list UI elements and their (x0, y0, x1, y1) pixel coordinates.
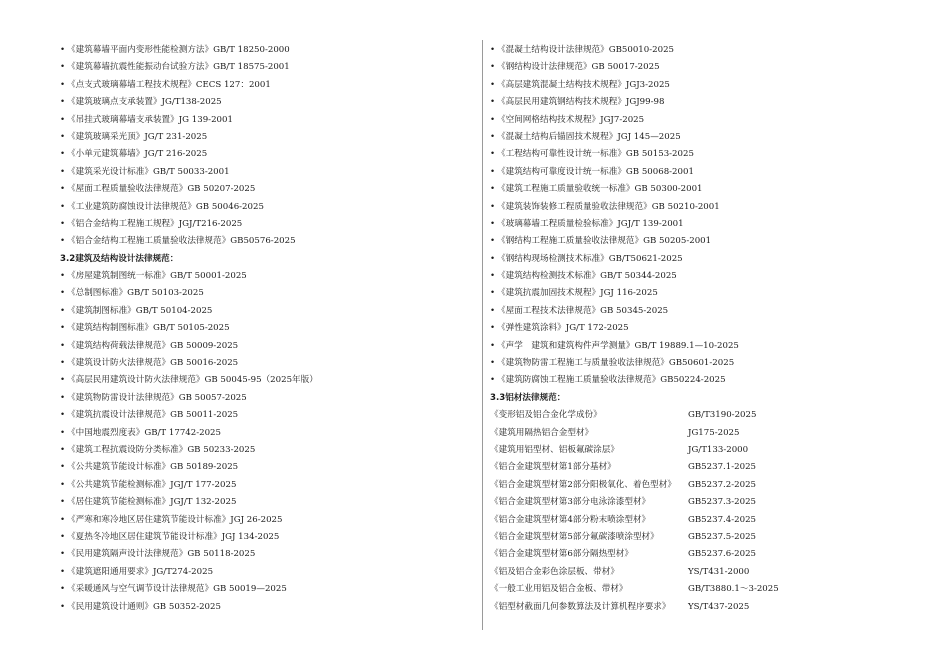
list-item (60, 216, 470, 233)
bullet-icon: • (60, 392, 66, 403)
standard-text: 《建筑物防雷设计法律规范》GB 50057-2025 (67, 392, 247, 403)
standard-text: 《吊挂式玻璃幕墙支承装置》JG 139-2001 (67, 114, 233, 125)
standard-text: 《屋面工程技术法律规范》GB 50345-2025 (497, 305, 669, 316)
bullet-icon: • (60, 566, 66, 577)
list-item (60, 459, 470, 476)
standard-text: 《建筑工程施工质量验收统一标准》GB 50300-2001 (497, 184, 703, 195)
list-item (490, 251, 910, 268)
list-item (60, 59, 470, 76)
list-item (490, 546, 910, 563)
standard-text: 《空间网格结构技术规程》JGJ7-2025 (497, 114, 645, 125)
standard-text: 《居住建筑节能检测标准》JGJ/T 132-2025 (67, 497, 237, 508)
bullet-icon: • (490, 79, 496, 90)
list-item (490, 129, 910, 146)
bullet-icon: • (60, 584, 66, 595)
list-item (490, 233, 910, 250)
section-heading-3-3: 3.3铝材法律规范： (490, 392, 566, 403)
standard-text: 《采暖通风与空气调节设计法律规范》GB 50019—2025 (67, 584, 287, 595)
standard-code: GB/T3880.1～3-2025 (688, 584, 779, 595)
bullet-icon: • (60, 479, 66, 490)
list-item (490, 320, 910, 337)
standard-text: 《建筑结构检测技术标准》GB/T 50344-2025 (497, 271, 677, 282)
standard-text: 《混凝土结构后锚固技术规程》JGJ 145—2025 (497, 131, 681, 142)
list-item (60, 355, 470, 372)
standard-text: 《玻璃幕墙工程质量检验标准》JGJ/T 139-2001 (497, 218, 684, 229)
bullet-icon: • (490, 305, 496, 316)
standard-text: 《房屋建筑制图统一标准》GB/T 50001-2025 (67, 271, 247, 282)
bullet-icon: • (60, 305, 66, 316)
list-item (490, 425, 910, 442)
standard-code: JG175-2025 (688, 427, 740, 438)
standard-name: 《铝型材截面几何参数算法及计算机程序要求》 (490, 601, 671, 612)
list-item (60, 599, 470, 616)
standard-text: 《高层民用建筑设计防火法律规范》GB 50045-95（2025年版） (67, 375, 318, 386)
bullet-icon: • (490, 114, 496, 125)
standard-name: 《铝合金建筑型材第1部分基材》 (490, 462, 616, 473)
list-item (490, 372, 910, 389)
standard-code: GB5237.6-2025 (688, 549, 757, 560)
bullet-icon: • (60, 340, 66, 351)
list-item (490, 442, 910, 459)
list-item (60, 442, 470, 459)
list-item (490, 355, 910, 372)
standard-text: 《建筑装饰装修工程质量验收法律规范》GB 50210-2001 (497, 201, 720, 212)
standard-text: 《建筑玻璃点支承装置》JG/T138-2025 (67, 97, 222, 108)
standard-text: 《中国地震烈度表》GB/T 17742-2025 (67, 427, 221, 438)
standard-text: 《建筑结构制图标准》GB/T 50105-2025 (67, 323, 230, 334)
list-item (60, 477, 470, 494)
list-item (60, 199, 470, 216)
standard-text: 《民用建筑隔声设计法律规范》GB 50118-2025 (67, 549, 256, 560)
bullet-icon: • (490, 253, 496, 264)
standard-code: GB5237.1-2025 (688, 462, 757, 473)
standard-text: 《铝合金结构工程施工规程》JGJ/T216-2025 (67, 218, 243, 229)
list-item (490, 477, 910, 494)
bullet-icon: • (490, 358, 496, 369)
bullet-icon: • (60, 531, 66, 542)
list-item (490, 303, 910, 320)
standard-code: YS/T437-2025 (688, 601, 750, 612)
standard-text: 《建筑抗震加固技术规程》JGJ 116-2025 (497, 288, 658, 299)
bullet-icon: • (490, 62, 496, 73)
bullet-icon: • (60, 218, 66, 229)
bullet-icon: • (490, 131, 496, 142)
bullet-icon: • (490, 149, 496, 160)
bullet-icon: • (60, 549, 66, 560)
standard-text: 《总制图标准》GB/T 50103-2025 (67, 288, 204, 299)
list-item (60, 268, 470, 285)
standard-code: GB5237.5-2025 (688, 531, 757, 542)
bullet-icon: • (60, 131, 66, 142)
standard-text: 《高层建筑混凝土结构技术规程》JGJ3-2025 (497, 79, 670, 90)
standard-text: 《工业建筑防腐蚀设计法律规范》GB 50046-2025 (67, 201, 264, 212)
standard-text: 《建筑幕墙平面内变形性能检测方法》GB/T 18250-2000 (67, 45, 290, 55)
right-standards-list (490, 42, 910, 390)
list-item (490, 216, 910, 233)
standard-name: 《铝合金建筑型材第6部分隔热型材》 (490, 549, 633, 560)
bullet-icon: • (60, 97, 66, 108)
standard-name: 《铝合金建筑型材第4部分粉末喷涂型材》 (490, 514, 651, 525)
list-item (490, 181, 910, 198)
list-item (60, 164, 470, 181)
bullet-icon: • (60, 358, 66, 369)
standard-text: 《小单元建筑幕墙》JG/T 216-2025 (67, 149, 208, 160)
standard-name: 《变形铝及铝合金化学成份》 (490, 410, 602, 421)
standard-name: 《铝合金建筑型材第5部分氟碳漆喷涂型材》 (490, 531, 659, 542)
standard-text: 《钢结构现场检测技术标准》GB/T50621-2025 (497, 253, 683, 264)
bullet-icon: • (60, 375, 66, 386)
bullet-icon: • (60, 497, 66, 508)
list-item (60, 77, 470, 94)
bullet-icon: • (60, 462, 66, 473)
list-item (490, 77, 910, 94)
list-item (60, 494, 470, 511)
list-item (490, 338, 910, 355)
standard-text: 《严寒和寒冷地区居住建筑节能设计标准》JGJ 26-2025 (67, 514, 283, 525)
standard-text: 《屋面工程质量验收法律规范》GB 50207-2025 (67, 184, 256, 195)
standard-code: GB5237.3-2025 (688, 497, 757, 508)
bullet-icon: • (60, 444, 66, 455)
bullet-icon: • (60, 149, 66, 160)
bullet-icon: • (60, 427, 66, 438)
bullet-icon: • (60, 62, 66, 73)
standard-text: 《钢结构工程施工质量验收法律规范》GB 50205-2001 (497, 236, 712, 247)
list-item (490, 581, 910, 598)
standard-text: 《声学 建筑和建筑构件声学测量》GB/T 19889.1—10-2025 (497, 340, 739, 351)
standard-text: 《夏热冬冷地区居住建筑节能设计标准》JGJ 134-2025 (67, 531, 280, 542)
list-item (60, 564, 470, 581)
standard-text: 《工程结构可靠性设计统一标准》GB 50153-2025 (497, 149, 694, 160)
bullet-icon: • (490, 236, 496, 247)
list-item (60, 285, 470, 302)
standard-name: 《建筑用铝型材、铝板氟碳涂层》 (490, 444, 619, 455)
standard-text: 《建筑抗震设计法律规范》GB 50011-2025 (67, 410, 239, 421)
list-item (60, 112, 470, 129)
list-item (490, 407, 910, 424)
standard-text: 《建筑设计防火法律规范》GB 50016-2025 (67, 358, 239, 369)
standard-code: GB5237.4-2025 (688, 514, 757, 525)
bullet-icon: • (60, 166, 66, 177)
standard-name: 《一般工业用铝及铝合金板、带材》 (490, 584, 628, 595)
bullet-icon: • (60, 201, 66, 212)
bullet-icon: • (60, 236, 66, 247)
bullet-icon: • (490, 166, 496, 177)
standard-text: 《建筑结构可靠度设计统一标准》GB 50068-2001 (497, 166, 694, 177)
standard-text: 《建筑结构荷载法律规范》GB 50009-2025 (67, 340, 239, 351)
list-item (60, 42, 470, 59)
bullet-icon: • (60, 114, 66, 125)
list-item (490, 268, 910, 285)
standard-name: 《铝及铝合金彩色涂层板、带材》 (490, 566, 619, 577)
left-standards-list (60, 42, 470, 251)
list-item (490, 146, 910, 163)
bullet-icon: • (490, 288, 496, 299)
list-item (60, 512, 470, 529)
list-item (60, 529, 470, 546)
list-item (490, 494, 910, 511)
standard-text: 《高层民用建筑钢结构技术规程》JGJ99-98 (497, 97, 665, 108)
bullet-icon: • (490, 201, 496, 212)
standard-text: 《混凝土结构设计法律规范》GB50010-2025 (497, 45, 675, 55)
standard-name: 《铝合金建筑型材第3部分电泳涂漆型材》 (490, 497, 651, 508)
standard-text: 《建筑遮阳通用要求》JG/T274-2025 (67, 566, 214, 577)
list-item (60, 320, 470, 337)
standard-text: 《建筑防腐蚀工程施工质量验收法律规范》GB50224-2025 (497, 375, 726, 386)
bullet-icon: • (60, 410, 66, 421)
list-item (490, 285, 910, 302)
standard-text: 《建筑玻璃采光顶》JG/T 231-2025 (67, 131, 208, 142)
bullet-icon: • (60, 514, 66, 525)
standard-text: 《铝合金结构工程施工质量验收法律规范》GB50576-2025 (67, 236, 296, 247)
bullet-icon: • (490, 184, 496, 195)
bullet-icon: • (490, 97, 496, 108)
bullet-icon: • (60, 601, 66, 612)
bullet-icon: • (60, 271, 66, 282)
column-divider (482, 40, 483, 630)
list-item (60, 372, 470, 389)
list-item (490, 599, 910, 616)
list-item (490, 42, 910, 59)
standard-code: GB5237.2-2025 (688, 479, 757, 490)
bullet-icon: • (490, 271, 496, 282)
list-item (490, 112, 910, 129)
bullet-icon: • (490, 340, 496, 351)
structural-standards-list (60, 268, 470, 616)
list-item (490, 529, 910, 546)
list-item (60, 390, 470, 407)
bullet-icon: • (60, 288, 66, 299)
list-item (490, 199, 910, 216)
list-item (490, 564, 910, 581)
bullet-icon: • (60, 184, 66, 195)
bullet-icon: • (60, 45, 66, 55)
bullet-icon: • (60, 323, 66, 334)
list-item (60, 546, 470, 563)
list-item (60, 407, 470, 424)
standard-text: 《建筑工程抗震设防分类标准》GB 50233-2025 (67, 444, 256, 455)
standard-text: 《点支式玻璃幕墙工程技术规程》CECS 127：2001 (67, 79, 271, 90)
bullet-icon: • (490, 375, 496, 386)
standard-code: YS/T431-2000 (688, 566, 750, 577)
left-column (60, 42, 470, 616)
list-item (490, 94, 910, 111)
list-item (490, 164, 910, 181)
standard-name: 《铝合金建筑型材第2部分阳极氧化、着色型材》 (490, 479, 676, 490)
standard-text: 《民用建筑设计通则》GB 50352-2025 (67, 601, 221, 612)
standard-text: 《建筑幕墙抗震性能振动台试验方法》GB/T 18575-2001 (67, 62, 290, 73)
list-item (60, 425, 470, 442)
bullet-icon: • (490, 218, 496, 229)
list-item (60, 181, 470, 198)
standard-text: 《建筑采光设计标准》GB/T 50033-2001 (67, 166, 230, 177)
standard-name: 《建筑用隔热铝合金型材》 (490, 427, 594, 438)
list-item (60, 303, 470, 320)
bullet-icon: • (490, 45, 496, 55)
standard-code: JG/T133-2000 (688, 444, 749, 455)
list-item (490, 59, 910, 76)
list-item (60, 233, 470, 250)
list-item (60, 338, 470, 355)
standard-text: 《公共建筑节能设计标准》GB 50189-2025 (67, 462, 239, 473)
list-item (60, 581, 470, 598)
standard-code: GB/T3190-2025 (688, 410, 757, 421)
right-column (490, 42, 910, 616)
standard-text: 《弹性建筑涂料》JG/T 172-2025 (497, 323, 629, 334)
aluminium-standards-list (490, 407, 910, 616)
list-item (60, 94, 470, 111)
standard-text: 《公共建筑节能检测标准》JGJ/T 177-2025 (67, 479, 237, 490)
list-item (490, 512, 910, 529)
bullet-icon: • (490, 323, 496, 334)
standard-text: 《建筑制图标准》GB/T 50104-2025 (67, 305, 213, 316)
standard-text: 《钢结构设计法律规范》GB 50017-2025 (497, 62, 660, 73)
bullet-icon: • (60, 79, 66, 90)
list-item (60, 146, 470, 163)
list-item (60, 129, 470, 146)
section-heading-3-2: 3.2建筑及结构设计法律规范： (60, 253, 179, 264)
standard-text: 《建筑物防雷工程施工与质量验收法律规范》GB50601-2025 (497, 358, 735, 369)
list-item (490, 459, 910, 476)
